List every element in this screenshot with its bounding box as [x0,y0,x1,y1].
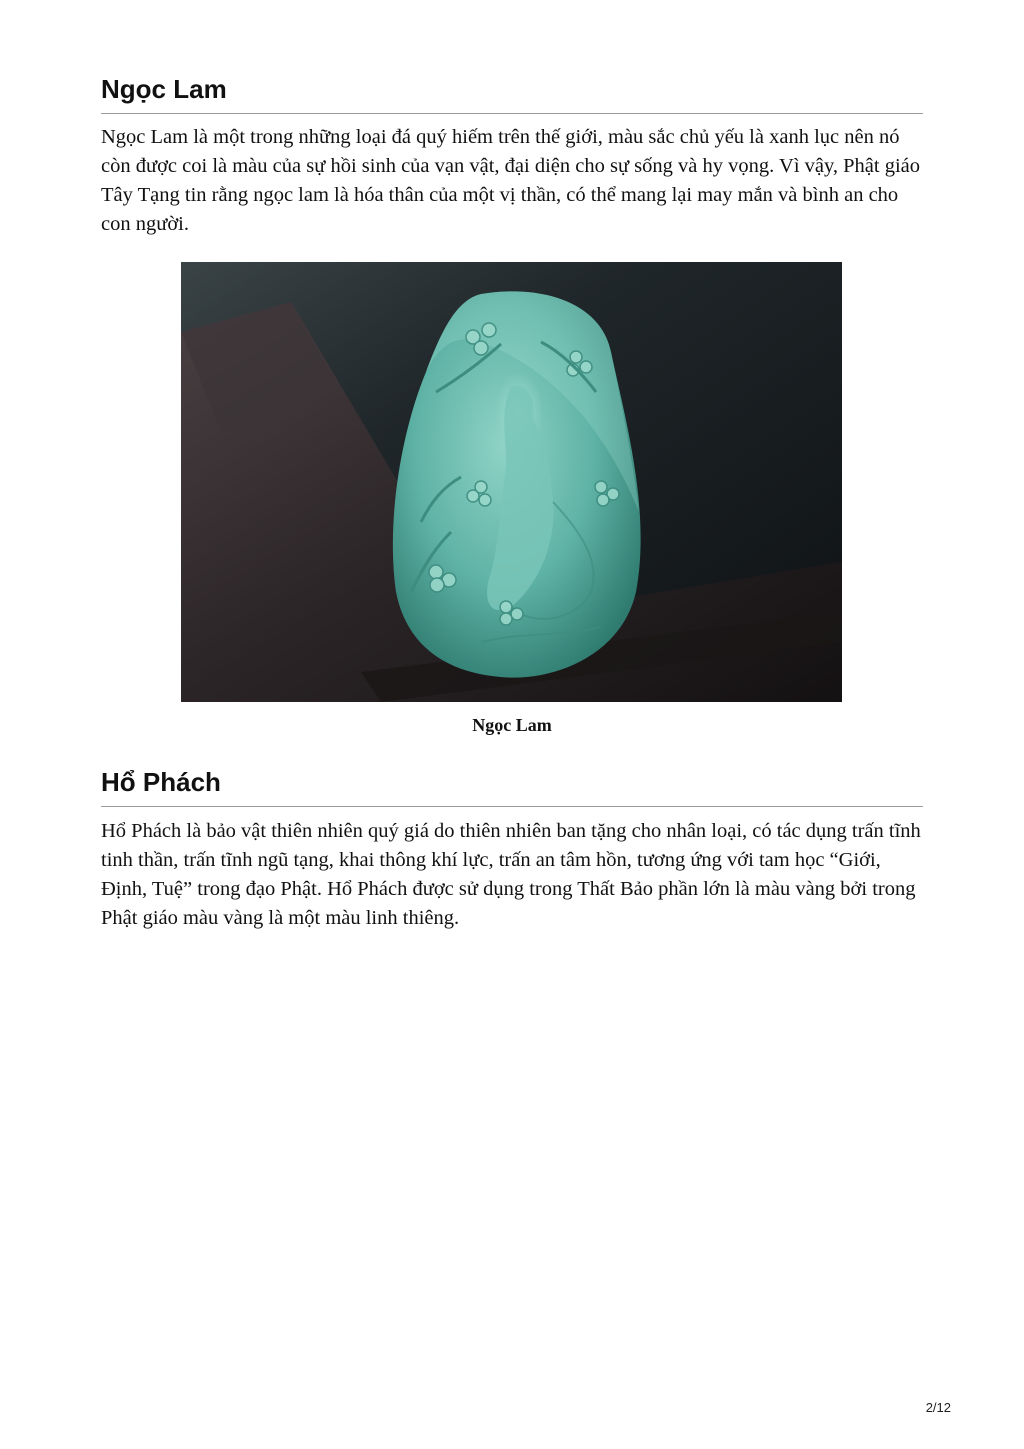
section-paragraph: Ngọc Lam là một trong những loại đá quý hiếm trên thế giới, màu sắc chủ yếu là xanh lục nên nó còn được coi là màu của sự hồi sinh của vạn vật, đại diện cho sự sống và hy vọng. Vì vậy, Phật giáo Tây Tạng tin rằng ngọc lam là hóa thân của một vị thần, có thể mang lại may mắn và bình an cho con người. [101,126,921,235]
section-paragraph: Hổ Phách là bảo vật thiên nhiên quý giá do thiên nhiên ban tặng cho nhân loại, có tác dụng trấn tĩnh tinh thần, trấn tĩnh ngũ tạng, khai thông khí lực, trấn an tâm hồn, tương ứng với tam học “Giới, Định, Tuệ” trong đạo Phật. Hổ Phách được sử dụng trong Thất Bảo phần lớn là màu vàng bởi trong Phật giáo màu vàng là một màu linh thiêng. [101,820,921,929]
section-ho-phach [101,766,923,933]
heading-divider [101,806,923,807]
page-number: 2/12 [925,1400,951,1415]
figure-caption: Ngọc Lam [472,715,552,735]
turquoise-pendant-image [181,262,842,702]
section-heading: Hổ Phách [101,767,221,797]
section-ngoc-lam [101,73,923,239]
heading-divider [101,113,923,114]
section-heading: Ngọc Lam [101,74,227,104]
